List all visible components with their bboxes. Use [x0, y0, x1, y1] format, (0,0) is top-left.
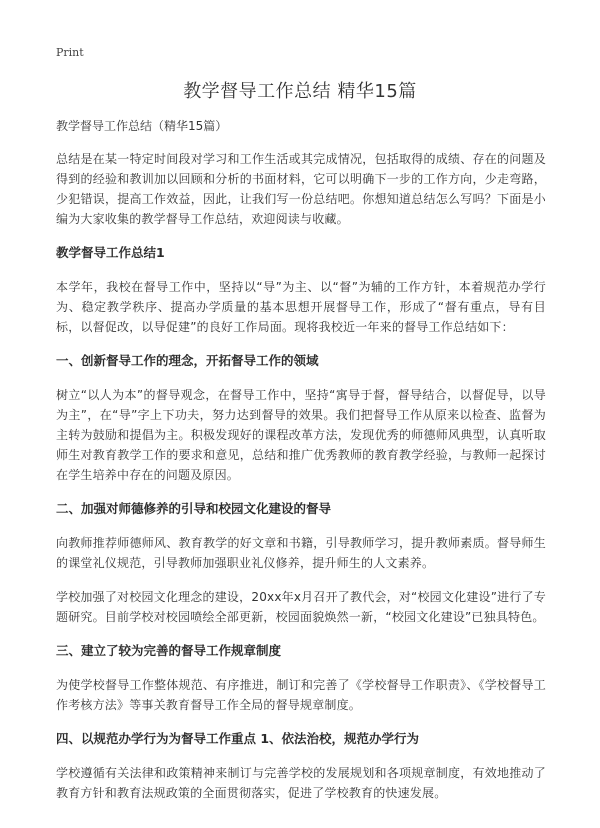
standardize-paragraph: 学校遵循有关法律和政策精神来制订与完善学校的发展规划和各项规章制度，有效地推动了教育方针和教育法规政策的全面贯彻落实，促进了学校教育的快速发展。	[56, 766, 546, 800]
article-subtitle: 教学督导工作总结（精华15篇）	[56, 119, 228, 133]
heading-standardize-operation: 四、以规范办学行为为督导工作重点 1、依法治校，规范办学行为	[56, 731, 420, 746]
heading-regulations: 三、建立了较为完善的督导工作规章制度	[56, 643, 282, 658]
regulations-paragraph: 为使学校督导工作整体规范、有序推进，制订和完善了《学校督导工作职责》、《学校督导工作考核方法》等事关教育督导工作全局的督导规章制度。	[56, 678, 546, 712]
innovation-paragraph: 树立“以人为本”的督导观念，在督导工作中，坚持“寓导于督，督导结合，以督促导，以导为主”，在“导”字上下功夫，努力达到督导的效果。我们把督导工作从原来以检查、监督为主转为鼓励和提倡为主。积极发现好的课程改革方法，发现优秀的师德师风典型，认真听取师生对教育教学工作的要求和意见，总结和推广优秀教师的教育教学经验，与教师一起探讨在学生培养中存在的问题及原因。	[56, 388, 546, 482]
intro-paragraph: 总结是在某一特定时间段对学习和工作生活或其完成情况，包括取得的成绩、存在的问题及得到的经验和教训加以回顾和分析的书面材料，它可以明确下一步的工作方向，少走弯路，少犯错误，提高工作效益，因此，让我们写一份总结吧。你想知道总结怎么写吗？下面是小编为大家收集的教学督导工作总结，欢迎阅读与收藏。	[56, 152, 546, 226]
campus-culture-paragraph: 学校加强了对校园文化理念的建设，20xx年x月召开了教代会，对“校园文化建设”进行了专题研究。目前学校对校园喷绘全部更新，校园面貌焕然一新，“校园文化建设”已独具特色。	[56, 590, 546, 624]
heading-innovation: 一、创新督导工作的理念，开拓督导工作的领域	[56, 353, 319, 368]
article-body	[56, 116, 546, 817]
ethics-paragraph: 向教师推荐师德师风、教育教学的好文章和书籍，引导教师学习，提升教师素质。督导师生的课堂礼仪规范，引导教师加强职业礼仪修养，提升师生的人文素养。	[56, 536, 546, 570]
heading-ethics-culture: 二、加强对师德修养的引导和校园文化建设的督导	[56, 501, 332, 516]
summary-1-paragraph: 本学年，我校在督导工作中，坚持以“导”为主、以“督”为辅的工作方针，本着规范办学行为、稳定教学秩序、提高办学质量的基本思想开展督导工作，形成了“督有重点，导有目标，以督促改，以导促建”的良好工作局面。现将我校近一年来的督导工作总结如下：	[56, 280, 546, 334]
section-heading-summary-1: 教学督导工作总结1	[56, 245, 165, 260]
print-link[interactable]: Print	[56, 46, 84, 59]
page-title: 教学督导工作总结 精华15篇	[183, 81, 417, 102]
